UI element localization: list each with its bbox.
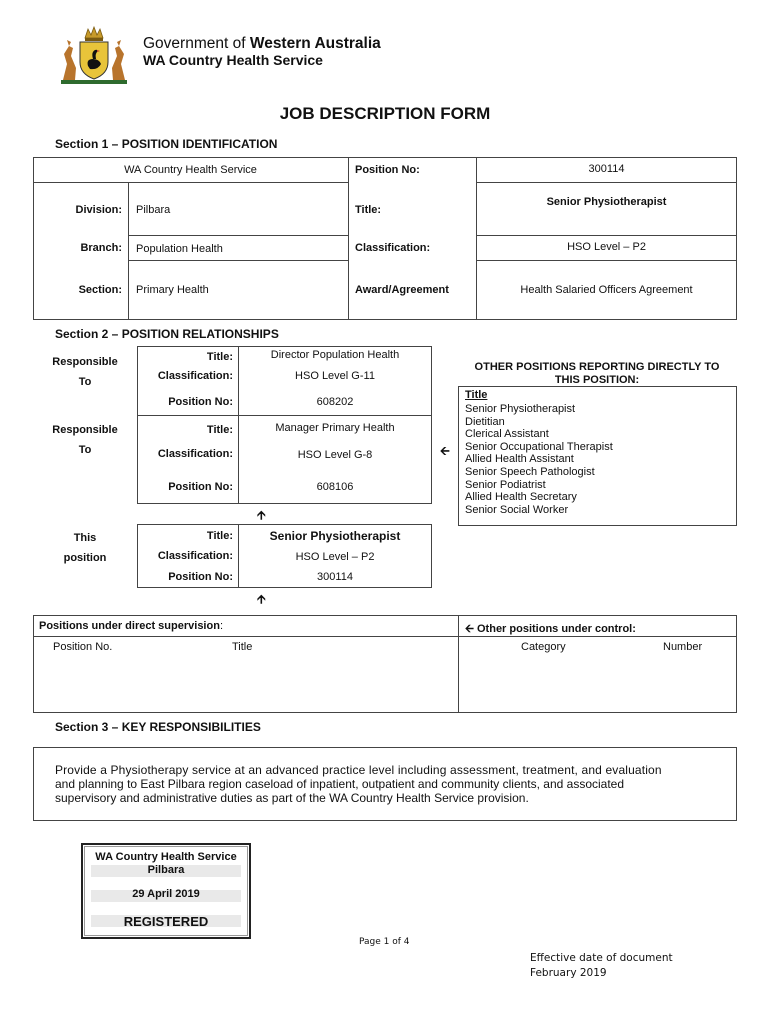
responsible-to-1-label xyxy=(45,352,125,392)
government-name-bold: Western Australia xyxy=(249,35,381,52)
registration-stamp xyxy=(81,843,251,939)
supervision-col-position: Position No. xyxy=(53,641,113,653)
rt2-classification: HSO Level G-8 xyxy=(297,449,373,461)
award-value: Health Salaried Officers Agreement xyxy=(520,284,693,296)
supervision-col-title: Title xyxy=(232,641,253,653)
classification-value: HSO Level – P2 xyxy=(567,241,646,253)
other-positions-heading-1: OTHER POSITIONS REPORTING DIRECTLY TO xyxy=(474,361,720,373)
rt1-classification: HSO Level G-11 xyxy=(295,370,375,382)
branch-label: Branch: xyxy=(80,242,122,254)
supervision-colon: : xyxy=(219,620,223,632)
list-item: Senior Speech Pathologist xyxy=(465,465,595,478)
position-no-label: Position No: xyxy=(355,164,420,176)
stamp-line2: Pilbara xyxy=(147,864,185,876)
other-control-col-number: Number xyxy=(663,641,703,653)
section-label: Section: xyxy=(78,284,122,296)
other-positions-list xyxy=(465,403,613,516)
this-position-label xyxy=(45,528,125,568)
rt2-position-no: 608106 xyxy=(316,481,354,493)
rt1-position-no: 608202 xyxy=(316,396,354,408)
branch-value: Population Health xyxy=(136,243,223,255)
supervision-label xyxy=(39,620,223,632)
tp-classification: HSO Level – P2 xyxy=(295,551,375,563)
list-item: Allied Health Secretary xyxy=(465,491,577,504)
government-name xyxy=(143,35,381,53)
government-name-plain: Government of xyxy=(143,35,246,52)
tp-classification-label: Classification: xyxy=(157,550,233,562)
stamp-line1: WA Country Health Service xyxy=(95,851,237,863)
title-label: Title: xyxy=(355,204,382,216)
responsible-to-1-line1: Responsible xyxy=(52,356,118,368)
rt2-classification-label: Classification: xyxy=(157,448,233,460)
supervision-label-text: Positions under direct supervision xyxy=(39,620,220,632)
rt2-title-label: Title: xyxy=(206,424,233,436)
other-control-label xyxy=(465,620,636,639)
section1-heading: Section 1 – POSITION IDENTIFICATION xyxy=(55,137,278,151)
division-label: Division: xyxy=(75,204,122,216)
other-positions-heading-2: THIS POSITION: xyxy=(554,374,640,386)
arrow-left-icon: 🡨 xyxy=(440,444,450,458)
rt1-classification-label: Classification: xyxy=(157,370,233,382)
key-responsibilities-line1: Provide a Physiotherapy service at an advanced practice level including assessment, treatment, and evaluation xyxy=(55,763,662,777)
other-positions-col-title: Title xyxy=(465,389,488,401)
responsible-to-2-label xyxy=(45,420,125,460)
list-item: Senior Social Worker xyxy=(465,503,569,516)
list-item: Clerical Assistant xyxy=(465,428,549,441)
rt2-position-no-label: Position No: xyxy=(168,481,233,493)
award-label: Award/Agreement xyxy=(355,284,449,296)
title-value: Senior Physiotherapist xyxy=(546,196,667,208)
effective-date: February 2019 xyxy=(530,967,607,979)
arrow-up-icon: 🡩 xyxy=(257,508,266,522)
responsible-to-1-line2: To xyxy=(78,376,92,388)
division-value: Pilbara xyxy=(136,204,171,216)
list-item: Senior Physiotherapist xyxy=(465,403,576,415)
list-item: Dietitian xyxy=(465,415,505,428)
service-name: WA Country Health Service xyxy=(143,52,323,68)
stamp-status: REGISTERED xyxy=(123,914,209,929)
arrow-left-icon-2: 🡨 xyxy=(465,623,474,635)
rt1-title-label: Title: xyxy=(206,351,233,363)
list-item: Allied Health Assistant xyxy=(465,453,574,466)
stamp-date: 29 April 2019 xyxy=(132,888,200,900)
section3-heading: Section 3 – KEY RESPONSIBILITIES xyxy=(55,720,261,734)
form-title: JOB DESCRIPTION FORM xyxy=(279,104,491,123)
effective-date-label: Effective date of document xyxy=(530,952,673,964)
key-responsibilities-line2: and planning to East Pilbara region caseload of inpatient, outpatient and community clients, and associated xyxy=(55,777,625,791)
this-position-line2: position xyxy=(63,552,107,564)
tp-position-no-label: Position No: xyxy=(168,571,233,583)
key-responsibilities-text xyxy=(55,763,662,805)
classification-label: Classification: xyxy=(355,242,431,254)
position-no-value: 300114 xyxy=(588,163,625,175)
other-control-col-category: Category xyxy=(521,641,566,653)
arrow-up-icon-2: 🡩 xyxy=(257,592,266,606)
other-control-label-text: Other positions under control: xyxy=(477,623,636,635)
rt1-title: Director Population Health xyxy=(270,349,400,361)
responsible-to-2-line2: To xyxy=(78,444,92,456)
section-value: Primary Health xyxy=(136,284,209,296)
rt2-title: Manager Primary Health xyxy=(275,422,395,434)
key-responsibilities-line3: supervisory and administrative duties as part of the WA Country Health Service provision. xyxy=(55,791,529,805)
responsible-to-2-line1: Responsible xyxy=(52,424,118,436)
page-number: Page 1 of 4 xyxy=(359,937,410,947)
section2-heading: Section 2 – POSITION RELATIONSHIPS xyxy=(55,327,279,341)
this-position-line1: This xyxy=(73,532,97,544)
list-item: Senior Occupational Therapist xyxy=(465,440,613,453)
wa-government-crest xyxy=(55,24,133,86)
organisation-name: WA Country Health Service xyxy=(124,164,257,176)
tp-position-no: 300114 xyxy=(317,571,353,583)
tp-title-label: Title: xyxy=(206,530,233,542)
list-item: Senior Podiatrist xyxy=(465,478,546,491)
other-positions-heading xyxy=(458,361,736,387)
rt1-position-no-label: Position No: xyxy=(168,396,233,408)
tp-title: Senior Physiotherapist xyxy=(269,529,401,543)
